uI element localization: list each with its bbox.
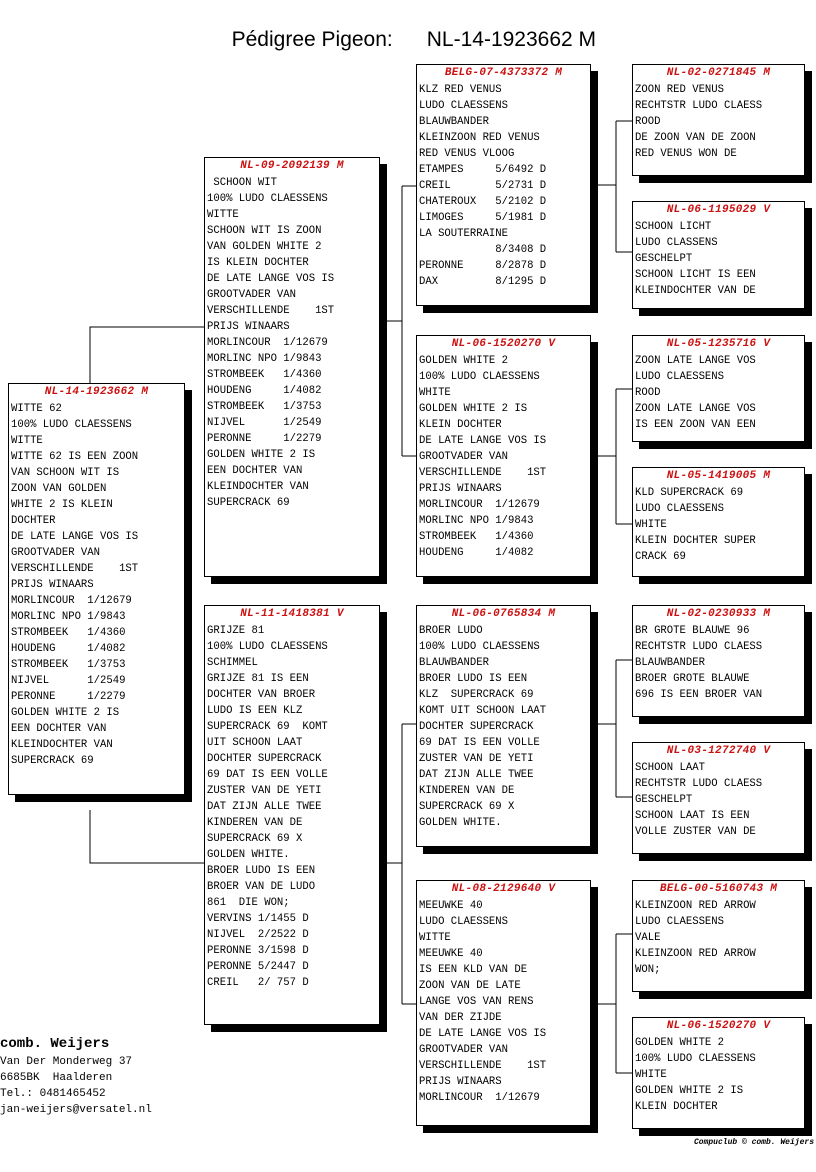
description-line: VAN DER ZIJDE bbox=[419, 1012, 502, 1024]
description-line: SUPERCRACK 69 X bbox=[207, 833, 303, 845]
pigeon-description bbox=[635, 82, 802, 162]
pigeon-description bbox=[419, 623, 588, 831]
description-line: NIJVEL 1/2549 bbox=[11, 675, 126, 687]
description-line: GROOTVADER VAN bbox=[11, 547, 101, 559]
description-line: VALE bbox=[635, 932, 661, 944]
description-line: GROOTVADER VAN bbox=[419, 451, 509, 463]
pedigree-label: Pédigree Pigeon: bbox=[231, 28, 393, 51]
description-line: KLEIN DOCHTER bbox=[419, 419, 502, 431]
description-line: GOLDEN WHITE 2 IS bbox=[11, 707, 120, 719]
description-line: PERONNE 1/2279 bbox=[11, 691, 126, 703]
description-line: DOCHTER VAN BROER bbox=[207, 689, 316, 701]
description-line: STROMBEEK 1/3753 bbox=[207, 401, 322, 413]
ring-number: NL-02-0230933 M bbox=[666, 608, 771, 620]
description-line: BROER GROTE BLAUWE bbox=[635, 673, 750, 685]
description-line: PERONNE 1/2279 bbox=[207, 433, 322, 445]
description-line: ZOON VAN GOLDEN bbox=[11, 483, 107, 495]
description-line: WITTE bbox=[419, 932, 451, 944]
description-line: GOLDEN WHITE. bbox=[419, 817, 502, 829]
connector-subject-dam bbox=[90, 810, 204, 863]
description-line: LUDO IS EEN KLZ bbox=[207, 705, 303, 717]
pigeon-description bbox=[635, 760, 802, 840]
description-line: WHITE bbox=[419, 387, 451, 399]
description-line: VOLLE ZUSTER VAN DE bbox=[635, 826, 756, 838]
description-line: ROOD bbox=[635, 387, 661, 399]
description-line: WITTE bbox=[207, 209, 239, 221]
ring-number: NL-02-0271845 M bbox=[666, 67, 771, 79]
description-line: SCHOON LICHT bbox=[635, 221, 712, 233]
description-line: VERSCHILLENDE 1ST bbox=[419, 1060, 547, 1072]
description-line: MEEUWKE 40 bbox=[419, 900, 483, 912]
description-line: LUDO CLAESSENS bbox=[635, 916, 725, 928]
owner-phone: Tel.: 0481465452 bbox=[0, 1088, 106, 1100]
pigeon-card-dam-sire bbox=[416, 605, 591, 847]
owner-address: Van Der Monderweg 37 bbox=[0, 1056, 133, 1068]
description-line: VERSCHILLENDE 1ST bbox=[207, 305, 335, 317]
description-line: BROER LUDO bbox=[419, 625, 483, 637]
description-line: WITTE 62 IS EEN ZOON bbox=[11, 451, 139, 463]
description-line: VAN GOLDEN WHITE 2 bbox=[207, 241, 322, 253]
description-line: ROOD bbox=[635, 116, 661, 128]
description-line: MORLINCOUR 1/12679 bbox=[11, 595, 132, 607]
description-line: MORLINC NPO 1/9843 bbox=[207, 353, 322, 365]
description-line: WHITE bbox=[635, 519, 667, 531]
connector-subject-sire bbox=[90, 327, 204, 383]
description-line: ZOON VAN DE LATE bbox=[419, 980, 521, 992]
description-line: SCHOON LAAT bbox=[635, 762, 705, 774]
description-line: 69 DAT IS EEN VOLLE bbox=[207, 769, 328, 781]
description-line: GOLDEN WHITE 2 IS bbox=[419, 403, 528, 415]
description-line: CREIL 2/ 757 D bbox=[207, 977, 309, 989]
ring-number: NL-06-0765834 M bbox=[451, 608, 556, 620]
description-line: CRACK 69 bbox=[635, 551, 686, 563]
pigeon-description bbox=[11, 401, 182, 769]
pigeon-card-dam-dam bbox=[416, 880, 591, 1126]
ring-number: NL-14-1923662 M bbox=[44, 386, 149, 398]
description-line: DE LATE LANGE VOS IS bbox=[11, 531, 139, 543]
description-line: WITTE bbox=[11, 435, 43, 447]
pigeon-card-ggp-7 bbox=[632, 880, 805, 992]
ring-number: NL-06-1195029 V bbox=[666, 204, 771, 216]
description-line: VERVINS 1/1455 D bbox=[207, 913, 309, 925]
description-line: RECHTSTR LUDO CLAESS bbox=[635, 100, 763, 112]
description-line: STROMBEEK 1/4360 bbox=[419, 531, 534, 543]
description-line: KLEINDOCHTER VAN DE bbox=[635, 285, 756, 297]
description-line: EEN DOCHTER VAN bbox=[11, 723, 107, 735]
description-line: DE LATE LANGE VOS IS bbox=[419, 1028, 547, 1040]
pigeon-card-sire-sire bbox=[416, 64, 591, 306]
description-line: SCHOON WIT bbox=[207, 177, 277, 189]
description-line: BROER LUDO IS EEN bbox=[207, 865, 316, 877]
description-line: DOCHTER SUPERCRACK bbox=[419, 721, 534, 733]
description-line: LUDO CLAESSENS bbox=[419, 916, 509, 928]
pigeon-card-ggp-8 bbox=[632, 1017, 805, 1129]
description-line: KLEIN DOCHTER SUPER bbox=[635, 535, 756, 547]
description-line: ZUSTER VAN DE YETI bbox=[207, 785, 322, 797]
description-line: HOUDENG 1/4082 bbox=[419, 547, 534, 559]
description-line: IS KLEIN DOCHTER bbox=[207, 257, 309, 269]
description-line: GOLDEN WHITE 2 IS bbox=[635, 1085, 744, 1097]
description-line: LA SOUTERRAINE bbox=[419, 228, 509, 240]
description-line: DOCHTER SUPERCRACK bbox=[207, 753, 322, 765]
description-line: MORLINC NPO 1/9843 bbox=[11, 611, 126, 623]
description-line: VAN SCHOON WIT IS bbox=[11, 467, 120, 479]
description-line: KLEINDOCHTER VAN bbox=[207, 481, 309, 493]
description-line: LUDO CLAESSENS bbox=[635, 371, 725, 383]
description-line: GRIJZE 81 IS EEN bbox=[207, 673, 309, 685]
ring-number: NL-08-2129640 V bbox=[451, 883, 556, 895]
description-line: PERONNE 3/1598 D bbox=[207, 945, 309, 957]
owner-info bbox=[0, 1034, 152, 1118]
description-line: WHITE bbox=[635, 1069, 667, 1081]
owner-postcode-city: 6685BK Haalderen bbox=[0, 1072, 113, 1084]
description-line: LUDO CLASSENS bbox=[635, 237, 718, 249]
ring-number: NL-05-1419005 M bbox=[666, 470, 771, 482]
description-line: SCHOON WIT IS ZOON bbox=[207, 225, 322, 237]
description-line: LIMOGES 5/1981 D bbox=[419, 212, 547, 224]
description-line: 8/3408 D bbox=[419, 244, 547, 256]
description-line: 100% LUDO CLAESSENS bbox=[635, 1053, 756, 1065]
ring-number: NL-09-2092139 M bbox=[240, 160, 344, 172]
pigeon-description bbox=[207, 175, 377, 511]
description-line: HOUDENG 1/4082 bbox=[207, 385, 322, 397]
pigeon-card-ggp-6 bbox=[632, 742, 805, 854]
description-line: KINDEREN VAN DE bbox=[419, 785, 515, 797]
description-line: PERONNE 5/2447 D bbox=[207, 961, 309, 973]
description-line: GOLDEN WHITE 2 IS bbox=[207, 449, 316, 461]
description-line: KLEINDOCHTER VAN bbox=[11, 739, 113, 751]
description-line: GOLDEN WHITE. bbox=[207, 849, 290, 861]
description-line: WITTE 62 bbox=[11, 403, 62, 415]
description-line: DAX 8/1295 D bbox=[419, 276, 547, 288]
description-line: BROER VAN DE LUDO bbox=[207, 881, 316, 893]
description-line: STROMBEEK 1/3753 bbox=[11, 659, 126, 671]
pigeon-description bbox=[635, 353, 802, 433]
description-line: GESCHELPT bbox=[635, 253, 693, 265]
description-line: PRIJS WINAARS bbox=[419, 1076, 502, 1088]
pigeon-card-dam bbox=[204, 605, 380, 1025]
description-line: SUPERCRACK 69 X bbox=[419, 801, 515, 813]
ring-number: NL-06-1520270 V bbox=[666, 1020, 771, 1032]
description-line: ETAMPES 5/6492 D bbox=[419, 164, 547, 176]
description-line: VERSCHILLENDE 1ST bbox=[419, 467, 547, 479]
description-line: DE LATE LANGE VOS IS bbox=[419, 435, 547, 447]
description-line: GOLDEN WHITE 2 bbox=[419, 355, 509, 367]
description-line: LUDO CLAESSENS bbox=[419, 100, 509, 112]
pigeon-description bbox=[635, 219, 802, 299]
pigeon-description bbox=[419, 898, 588, 1106]
pigeon-card-subject bbox=[8, 383, 185, 795]
description-line: MORLINCOUR 1/12679 bbox=[207, 337, 328, 349]
description-line: RED VENUS VLOOG bbox=[419, 148, 515, 160]
pedigree-ring-number: NL-14-1923662 M bbox=[426, 28, 597, 51]
description-line: NIJVEL 2/2522 D bbox=[207, 929, 309, 941]
description-line: DAT ZIJN ALLE TWEE bbox=[419, 769, 534, 781]
description-line: 696 IS EEN BROER VAN bbox=[635, 689, 763, 701]
ring-number: BELG-00-5160743 M bbox=[659, 883, 778, 895]
description-line: STROMBEEK 1/4360 bbox=[11, 627, 126, 639]
description-line: BLAUWBANDER bbox=[419, 116, 489, 128]
description-line: LUDO CLAESSENS bbox=[635, 503, 725, 515]
ring-number: BELG-07-4373372 M bbox=[444, 67, 563, 79]
description-line: NIJVEL 1/2549 bbox=[207, 417, 322, 429]
description-line: GROOTVADER VAN bbox=[419, 1044, 509, 1056]
description-line: SCHOON LICHT IS EEN bbox=[635, 269, 756, 281]
description-line: KLZ RED VENUS bbox=[419, 84, 502, 96]
description-line: GOLDEN WHITE 2 bbox=[635, 1037, 725, 1049]
description-line: 100% LUDO CLAESSENS bbox=[419, 641, 540, 653]
pigeon-description bbox=[635, 485, 802, 565]
description-line: DE LATE LANGE VOS IS bbox=[207, 273, 335, 285]
description-line: ZOON LATE LANGE VOS bbox=[635, 403, 756, 415]
description-line: 69 DAT IS EEN VOLLE bbox=[419, 737, 540, 749]
pigeon-description bbox=[419, 353, 588, 561]
description-line: MORLINCOUR 1/12679 bbox=[419, 499, 540, 511]
pigeon-description bbox=[635, 1035, 802, 1115]
description-line: 100% LUDO CLAESSENS bbox=[207, 193, 328, 205]
description-line: PRIJS WINAARS bbox=[419, 483, 502, 495]
ring-number: NL-05-1235716 V bbox=[666, 338, 771, 350]
description-line: PERONNE 8/2878 D bbox=[419, 260, 547, 272]
pigeon-description bbox=[207, 623, 377, 991]
pigeon-card-sire-dam bbox=[416, 335, 591, 577]
ring-number: NL-11-1418381 V bbox=[240, 608, 344, 620]
description-line: SUPERCRACK 69 bbox=[207, 497, 290, 509]
description-line: 100% LUDO CLAESSENS bbox=[207, 641, 328, 653]
description-line: DOCHTER bbox=[11, 515, 56, 527]
description-line: MORLINC NPO 1/9843 bbox=[419, 515, 534, 527]
description-line: 100% LUDO CLAESSENS bbox=[11, 419, 132, 431]
description-line: VERSCHILLENDE 1ST bbox=[11, 563, 139, 575]
description-line: WHITE 2 IS KLEIN bbox=[11, 499, 113, 511]
description-line: IS EEN KLD VAN DE bbox=[419, 964, 528, 976]
pigeon-description bbox=[635, 898, 802, 978]
description-line: ZOON LATE LANGE VOS bbox=[635, 355, 756, 367]
description-line: ZOON RED VENUS bbox=[635, 84, 725, 96]
ring-number: NL-06-1520270 V bbox=[451, 338, 556, 350]
description-line: MEEUWKE 40 bbox=[419, 948, 483, 960]
description-line: GESCHELPT bbox=[635, 794, 693, 806]
description-line: GROOTVADER VAN bbox=[207, 289, 297, 301]
pigeon-description bbox=[635, 623, 802, 703]
description-line: KLD SUPERCRACK 69 bbox=[635, 487, 744, 499]
description-line: SCHOON LAAT IS EEN bbox=[635, 810, 750, 822]
description-line: RECHTSTR LUDO CLAESS bbox=[635, 641, 763, 653]
pigeon-card-sire bbox=[204, 157, 380, 577]
description-line: BR GROTE BLAUWE 96 bbox=[635, 625, 750, 637]
description-line: BLAUWBANDER bbox=[635, 657, 705, 669]
description-line: 861 DIE WON; bbox=[207, 897, 290, 909]
pigeon-card-ggp-4 bbox=[632, 467, 805, 577]
pigeon-description bbox=[419, 82, 588, 290]
footer-credit: Compuclub © comb. Weijers bbox=[693, 1138, 814, 1147]
description-line: STROMBEEK 1/4360 bbox=[207, 369, 322, 381]
description-line: BLAUWBANDER bbox=[419, 657, 489, 669]
description-line: IS EEN ZOON VAN EEN bbox=[635, 419, 756, 431]
description-line: PRIJS WINAARS bbox=[207, 321, 290, 333]
description-line: MORLINCOUR 1/12679 bbox=[419, 1092, 540, 1104]
description-line: 100% LUDO CLAESSENS bbox=[419, 371, 540, 383]
description-line: KINDEREN VAN DE bbox=[207, 817, 303, 829]
description-line: DAT ZIJN ALLE TWEE bbox=[207, 801, 322, 813]
description-line: KLZ SUPERCRACK 69 bbox=[419, 689, 534, 701]
description-line: SUPERCRACK 69 KOMT bbox=[207, 721, 328, 733]
pigeon-card-ggp-3 bbox=[632, 335, 805, 442]
pigeon-card-ggp-5 bbox=[632, 605, 805, 717]
description-line: PRIJS WINAARS bbox=[11, 579, 94, 591]
description-line: UIT SCHOON LAAT bbox=[207, 737, 303, 749]
description-line: KLEINZOON RED ARROW bbox=[635, 900, 756, 912]
description-line: GRIJZE 81 bbox=[207, 625, 265, 637]
description-line: SCHIMMEL bbox=[207, 657, 258, 669]
description-line: RECHTSTR LUDO CLAESS bbox=[635, 778, 763, 790]
description-line: RED VENUS WON DE bbox=[635, 148, 737, 160]
description-line: KLEINZOON RED VENUS bbox=[419, 132, 540, 144]
owner-email: jan-weijers@versatel.nl bbox=[0, 1104, 152, 1116]
description-line: CHATEROUX 5/2102 D bbox=[419, 196, 547, 208]
pigeon-card-ggp-1 bbox=[632, 64, 805, 176]
description-line: KOMT UIT SCHOON LAAT bbox=[419, 705, 547, 717]
description-line: SUPERCRACK 69 bbox=[11, 755, 94, 767]
pigeon-card-ggp-2 bbox=[632, 201, 805, 309]
owner-name: comb. Weijers bbox=[0, 1036, 110, 1052]
description-line: WON; bbox=[635, 964, 661, 976]
description-line: ZUSTER VAN DE YETI bbox=[419, 753, 534, 765]
description-line: KLEIN DOCHTER bbox=[635, 1101, 718, 1113]
description-line: HOUDENG 1/4082 bbox=[11, 643, 126, 655]
description-line: EEN DOCHTER VAN bbox=[207, 465, 303, 477]
description-line: LANGE VOS VAN RENS bbox=[419, 996, 534, 1008]
ring-number: NL-03-1272740 V bbox=[666, 745, 771, 757]
description-line: CREIL 5/2731 D bbox=[419, 180, 547, 192]
description-line: KLEINZOON RED ARROW bbox=[635, 948, 756, 960]
description-line: DE ZOON VAN DE ZOON bbox=[635, 132, 756, 144]
description-line: BROER LUDO IS EEN bbox=[419, 673, 528, 685]
